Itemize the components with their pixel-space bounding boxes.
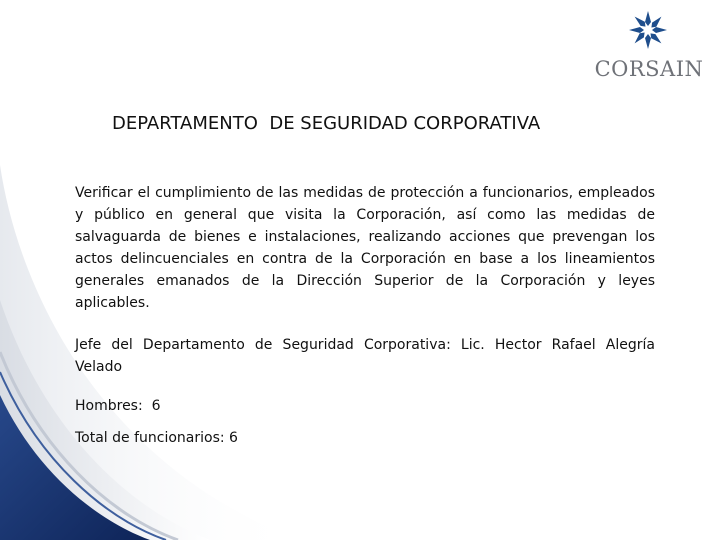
men-count: Hombres: 6: [75, 398, 161, 414]
corsain-star-logo-icon: [628, 10, 668, 50]
total-staff-count: Total de funcionarios: 6: [75, 430, 238, 446]
department-title: DEPARTAMENTO DE SEGURIDAD CORPORATIVA: [112, 113, 541, 134]
department-description: Verificar el cumplimiento de las medidas de protección a funcionarios, empleados y público en general que visita la Corporación, así como las medidas de salvaguarda de bienes e instalaciones, realizando acciones que prevengan los actos delincuenciales en contra de la Corporación en base a los lineamientos generales emanados de la Dirección Superior de la Corporación y leyes aplicables.: [75, 185, 655, 311]
corsain-logo-text: CORSAIN: [594, 57, 704, 81]
corsain-logo: [590, 8, 708, 82]
department-chief: Jefe del Departamento de Seguridad Corporativa: Lic. Hector Rafael Alegría Velado: [75, 337, 655, 375]
